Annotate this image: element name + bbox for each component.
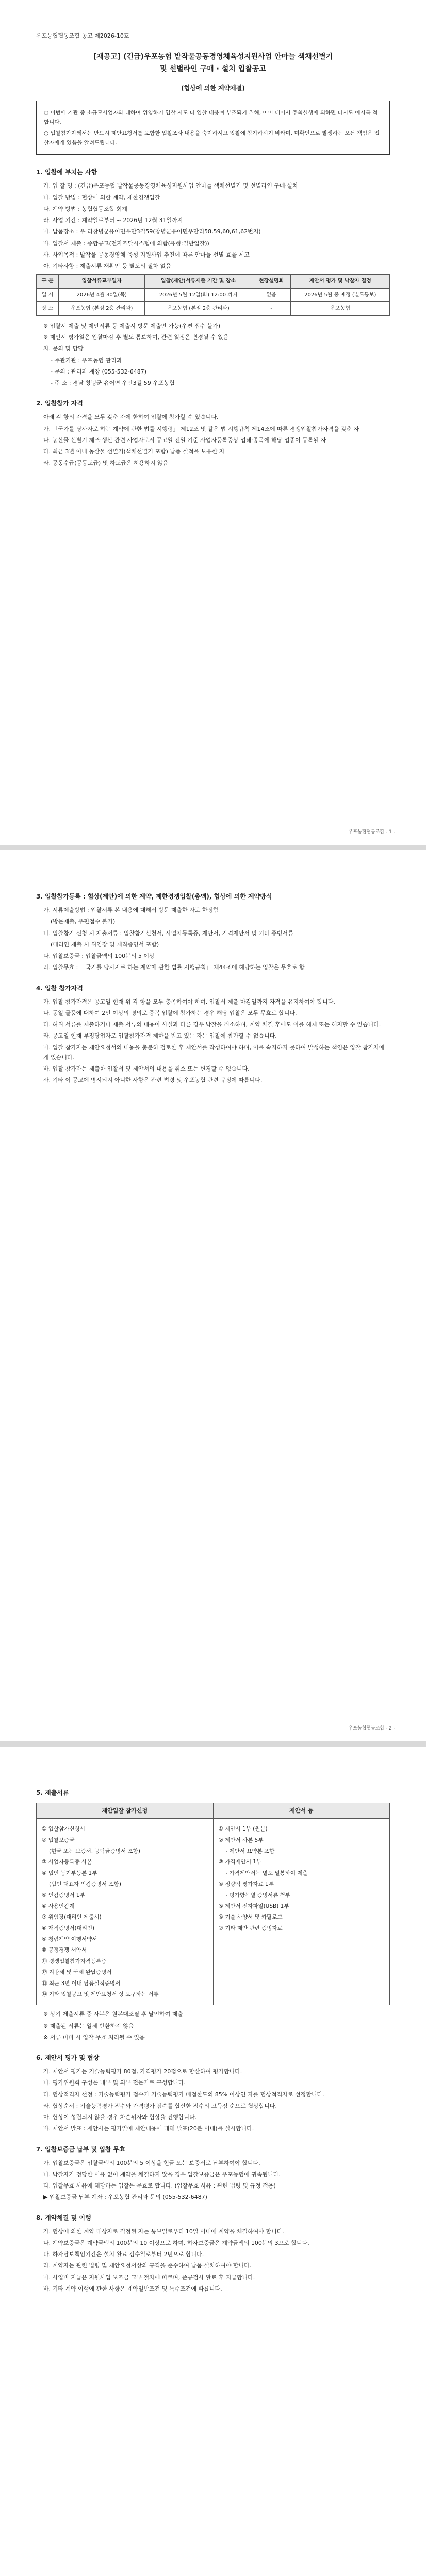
page-footer: 우포농협협동조합 - 1 - — [348, 829, 395, 835]
s3-line: (방문제출, 우편접수 불가) — [51, 918, 116, 925]
page-1 — [0, 0, 426, 845]
left-column-header: 제안입찰 참가신청 — [37, 1803, 213, 1819]
left-column-body — [37, 1819, 213, 2005]
section-5-heading: 5. 제출서류 — [36, 1789, 69, 1797]
doc-item: ⑦ 위임장(대리인 제출시) — [42, 1914, 102, 1921]
s1-line: 아. 기타사항 : 제출서류 재확인 등 별도의 절차 없음 — [43, 263, 171, 270]
table-cell: 일 시 — [37, 288, 59, 302]
doc-item: - 가격제안서는 별도 밀봉하여 제출 — [225, 1870, 308, 1876]
s2-line: 가. 「국가를 당사자로 하는 계약에 관한 법률 시행령」 제12조 및 같은 법 시행규칙 제14조에 따른 경쟁입찰참가자격을 갖춘 자 — [43, 425, 359, 432]
section-3-heading: 3. 입찰참가등록 : 협상(제안)에 의한 계약, 제한경쟁입찰(총액), 협상에 의한 계약방식 — [36, 893, 272, 900]
table-cell: - — [252, 302, 291, 316]
doc-item: ⑤ 인감증명서 1부 — [42, 1892, 85, 1899]
doc-item: - 제안서 요약본 포함 — [225, 1848, 275, 1854]
submission-docs-table — [36, 1803, 390, 2005]
s3-line: 나. 입찰참가 신청 시 제출서류 : 입찰참가신청서, 사업자등록증, 제안서, 가격제안서 및 기타 증빙서류 — [43, 929, 293, 937]
doc-item: (현금 또는 보증서, 공탁금증명서 포함) — [49, 1848, 141, 1854]
s7-ref: ▶ 입찰보증금 납부 계좌 : 우포농협 관리과 문의 (055-532-6487) — [43, 2194, 207, 2201]
table-header: 입찰서류교부일자 — [59, 275, 145, 289]
schedule-table — [36, 274, 390, 316]
notice-number: 우포농협협동조합 공고 제2026-10호 — [36, 32, 129, 39]
table-header: 입찰(제안)서류제출 기간 및 장소 — [145, 275, 252, 289]
s3-line: 라. 입찰무효 : 「국가를 당사자로 하는 계약에 관한 법률 시행규칙」 제44조에 해당하는 입찰은 무효로 함 — [43, 964, 305, 971]
table-cell: 우포농협 — [291, 302, 390, 316]
section-7-heading: 7. 입찰보증금 납부 및 입찰 무효 — [36, 2145, 125, 2153]
s4-line: 다. 허위 서류를 제출하거나 제출 서류의 내용이 사실과 다른 경우 낙찰을 취소하며, 계약 체결 후에도 이를 해제 또는 해지할 수 있습니다. — [43, 1021, 381, 1028]
s1-line: 라. 사업 기간 : 계약일로부터 ~ 2026년 12월 31일까지 — [43, 217, 183, 224]
s1-note: - 주 소 : 경남 창녕군 유어면 우만3길 59 우포농협 — [51, 380, 175, 387]
section-5-notes — [36, 2009, 390, 2042]
s3-line: (대리인 제출 시 위임장 및 재직증명서 포함) — [51, 941, 159, 948]
page-separator — [0, 1741, 426, 1747]
s5-note: ※ 서류 미비 시 입찰 무효 처리될 수 있음 — [43, 2033, 145, 2041]
table-cell: 2026년 5월 12일(화) 12:00 까지 — [145, 288, 252, 302]
doc-item: ⑨ 청렴계약 이행서약서 — [42, 1936, 97, 1942]
doc-item: ⑧ 재직증명서(대리인) — [42, 1925, 95, 1931]
s7-line: 가. 입찰보증금은 입찰금액의 100분의 5 이상을 현금 또는 보증서로 납부하여야 합니다. — [43, 2159, 260, 2166]
s4-line: 가. 입찰 참가자격은 공고일 현재 위 각 항을 모두 충족하여야 하며, 입찰서 제출 마감일까지 자격을 유지하여야 합니다. — [43, 998, 335, 1005]
s4-line: 바. 입찰 참가자는 제출한 입찰서 및 제안서의 내용을 취소 또는 변경할 수 없습니다. — [43, 1065, 250, 1072]
s1-line: 다. 계약 방법 : 농협협동조합 회계 — [43, 205, 127, 212]
s4-line: 사. 기타 이 공고에 명시되지 아니한 사항은 관련 법령 및 우포농협 관련 규정에 따릅니다. — [43, 1077, 263, 1084]
table-cell: 우포농협 (본점 2층 관리과) — [59, 302, 145, 316]
section-4-body — [36, 997, 390, 1086]
section-6-body — [36, 2066, 390, 2134]
left-column — [37, 1803, 213, 2005]
s1-note: - 문의 : 관리과 계장 (055-532-6487) — [51, 368, 147, 375]
s4-line: 나. 동일 물품에 대하여 2인 이상의 명의로 중복 입찰에 참가하는 경우 해당 입찰은 모두 무효로 합니다. — [43, 1009, 297, 1016]
section-2-body — [36, 412, 390, 468]
right-column — [213, 1803, 390, 2005]
doc-item: ① 제안서 1부 (원본) — [218, 1826, 268, 1833]
notice-title — [36, 51, 390, 76]
table-row — [37, 302, 390, 316]
section-6-heading: 6. 제안서 평가 및 협상 — [36, 2054, 100, 2061]
s1-line: 사. 사업목적 : 밭작물 공동경영체 육성 지원사업 추진에 따른 안마늘 선별 효율 제고 — [43, 251, 250, 258]
table-cell: 장 소 — [37, 302, 59, 316]
doc-item: ⑥ 사용인감계 — [42, 1903, 75, 1909]
s1-line: 가. 입 찰 명 : (긴급)우포농협 밭작물공동경영체육성지원사업 안마늘 색채선별기 및 선별라인 구매·설치 — [43, 182, 298, 190]
s8-line: 바. 기타 계약 이행에 관한 사항은 계약일반조건 및 특수조건에 따릅니다. — [43, 2285, 222, 2292]
right-column-body — [214, 1819, 390, 1939]
doc-item: ⑥ 기술 사양서 및 카탈로그 — [218, 1914, 283, 1921]
doc-item: ⑩ 공정경쟁 서약서 — [42, 1947, 87, 1954]
table-cell: 우포농협 (본점 2층 관리과) — [145, 302, 252, 316]
s2-line: 다. 최근 3년 이내 농산물 선별기(색채선별기 포함) 납품 실적을 보유한 자 — [43, 448, 225, 455]
s7-line: 나. 낙찰자가 정당한 이유 없이 계약을 체결하지 않을 경우 입찰보증금은 우포농협에 귀속됩니다. — [43, 2171, 281, 2178]
doc-item: - 평가항목별 증빙서류 첨부 — [225, 1892, 290, 1899]
s5-note: ※ 제출된 서류는 일체 반환하지 않음 — [43, 2022, 134, 2029]
doc-item: ⑤ 제안서 전자파일(USB) 1부 — [218, 1903, 289, 1909]
table-header: 제안서 평가 및 낙찰자 결정 — [291, 275, 390, 289]
table-header: 현장설명회 — [252, 275, 291, 289]
section-8-body — [36, 2227, 390, 2294]
section-1-after — [36, 321, 390, 388]
intro-line: ○ 입찰참가자께서는 반드시 제안요청서를 포함한 입찰조사 내용을 숙지하시고 입찰에 참가하시기 바라며, 미확인으로 발생하는 모든 책임은 입찰자에게 있음을 알려드립니다. — [44, 130, 380, 146]
doc-item: ③ 사업자등록증 사본 — [42, 1859, 92, 1866]
s8-line: 마. 사업비 지급은 지원사업 보조금 교부 절차에 따르며, 준공검사 완료 후 지급합니다. — [43, 2274, 255, 2281]
s8-line: 라. 계약자는 관련 법령 및 제안요청서상의 규격을 준수하여 납품·설치하여야 합니다. — [43, 2262, 252, 2269]
s6-line: 라. 협상순서 : 기술능력평가 점수와 가격평가 점수를 합산한 점수의 고득점 순으로 협상합니다. — [43, 2102, 277, 2109]
s1-line: 바. 입찰서 제출 : 종합공고(전자조달시스템에 의함(유형:일반입찰)) — [43, 240, 209, 247]
s2-line: 아래 각 항의 자격을 모두 갖춘 자에 한하여 입찰에 참가할 수 있습니다. — [43, 414, 219, 421]
s4-line: 라. 공고일 현재 부정당업자로 입찰참가자격 제한을 받고 있는 자는 입찰에 참가할 수 없습니다. — [43, 1032, 277, 1040]
s8-line: 나. 계약보증금은 계약금액의 100분의 10 이상으로 하며, 하자보증금은 계약금액의 100분의 3으로 합니다. — [43, 2239, 309, 2246]
section-8-heading: 8. 계약체결 및 이행 — [36, 2214, 91, 2222]
s6-line: 다. 협상적격자 선정 : 기술능력평가 점수가 기술능력평가 배점한도의 85% 이상인 자를 협상적격자로 선정합니다. — [43, 2091, 324, 2098]
doc-item: (법인 대표자 인감증명서 포함) — [49, 1881, 121, 1888]
s1-note: ※ 입찰서 제출 및 제안서류 등 제출시 방문 제출만 가능(우편 접수 불가) — [43, 322, 221, 329]
doc-item: ⑭ 기타 입찰공고 및 제안요청서 상 요구하는 서류 — [42, 1991, 159, 1997]
page-3 — [0, 1747, 426, 2576]
page-footer: 우포농협협동조합 - 2 - — [348, 1726, 395, 1731]
table-row — [37, 288, 390, 302]
doc-item: ⑦ 기타 제안 관련 증빙자료 — [218, 1925, 283, 1931]
table-cell: 2026년 4월 30일(목) — [59, 288, 145, 302]
table-cell: 없음 — [252, 288, 291, 302]
s1-note: ※ 제안서 평가일은 입찰마감 후 별도 통보하며, 관련 일정은 변경될 수 있음 — [43, 334, 229, 341]
s6-line: 바. 제안서 발표 : 제안사는 평가일에 제안내용에 대해 발표(20분 이내)를 실시합니다. — [43, 2125, 254, 2132]
s3-line: 가. 서류제출방법 : 입찰서류 본 내용에 대해서 방문 제출한 자로 한정함 — [43, 907, 219, 913]
doc-item: ④ 정량적 평가자료 1부 — [218, 1881, 274, 1888]
intro-line: ○ 이번에 기관 중 소규모사업자와 대하여 위임하기 입찰 시도 더 입찰 대응여 부조되기 위해, 이미 내어서 주최실행에 의하면 다시도 예시를 적 합니다. — [44, 109, 378, 126]
table-cell: 2026년 5월 중 예정 (별도통보) — [291, 288, 390, 302]
table-header: 구 분 — [37, 275, 59, 289]
s8-line: 다. 하자담보책임기간은 설치 완료 검수일로부터 2년으로 합니다. — [43, 2251, 204, 2258]
s2-line: 나. 농산물 선별기 제조·생산 관련 사업자로서 공고일 전일 기준 사업자등록증상 업태·종목에 해당 업종이 등록된 자 — [43, 436, 326, 444]
s8-line: 가. 협상에 의한 계약 대상자로 결정된 자는 통보일로부터 10일 이내에 계약을 체결하여야 합니다. — [43, 2228, 284, 2235]
section-4-heading: 4. 입찰 참가자격 — [36, 984, 83, 992]
s5-note: ※ 상기 제출서류 중 사본은 원본대조필 후 날인하여 제출 — [43, 2011, 183, 2018]
doc-item: ② 제안서 사본 5부 — [218, 1837, 264, 1843]
s2-line: 라. 공동수급(공동도급) 및 하도급은 허용하지 않음 — [43, 460, 169, 467]
notice-subtitle: (협상에 의한 계약체결) — [181, 84, 245, 92]
s1-note: - 주관기관 : 우포농협 관리과 — [51, 357, 122, 364]
s3-line: 다. 입찰보증금 : 입찰금액의 100분의 5 이상 — [43, 953, 155, 959]
intro-box — [36, 101, 390, 155]
doc-item: ② 입찰보증금 — [42, 1837, 75, 1843]
s1-line: 나. 입찰 방법 : 협상에 의한 계약, 제한경쟁입찰 — [43, 194, 160, 201]
doc-item: ⑬ 최근 3년 이내 납품실적증명서 — [42, 1980, 121, 1987]
right-column-header: 제안서 등 — [214, 1803, 390, 1819]
section-3-body — [36, 905, 390, 973]
s6-line: 마. 협상이 성립되지 않을 경우 차순위자와 협상을 진행합니다. — [43, 2114, 197, 2121]
s4-line: 마. 입찰 참가자는 제안요청서의 내용을 충분히 검토한 후 제안서를 작성하여야 하며, 이를 숙지하지 못하여 발생하는 책임은 입찰 참가자에게 있습니다. — [43, 1044, 385, 1061]
section-7-body — [36, 2158, 390, 2202]
page-2 — [0, 850, 426, 1741]
section-1-body — [36, 181, 390, 271]
s7-line: 다. 입찰무효 사유에 해당하는 입찰은 무효로 합니다. (입찰무효 사유 : 관련 법령 및 규정 적용) — [43, 2182, 276, 2189]
section-1-heading: 1. 입찰에 부치는 사항 — [36, 168, 97, 176]
doc-item: ③ 가격제안서 1부 — [218, 1859, 262, 1866]
s6-line: 가. 제안서 평가는 기술능력평가 80점, 가격평가 20점으로 합산하여 평가합니다. — [43, 2068, 242, 2075]
doc-item: ⑫ 지방세 및 국세 완납증명서 — [42, 1969, 112, 1976]
page-separator — [0, 845, 426, 850]
s1-note: 차. 문의 및 담당 — [43, 345, 84, 352]
s1-line: 마. 납품장소 : 우 리창녕군유어면우만3길59(창녕군유어면우만리58,59,60,61,62번지) — [43, 228, 261, 235]
doc-item: ④ 법인 등기부등본 1부 — [42, 1870, 97, 1876]
doc-item: ⑪ 경쟁입찰참가자격등록증 — [42, 1958, 107, 1964]
s6-line: 나. 평가위원회 구성은 내부 및 외부 전문가로 구성합니다. — [43, 2079, 186, 2087]
title-line-2: 및 선별라인 구매 · 설치 입찰공고 — [160, 65, 266, 74]
title-line-1: [재공고] (긴급)우포농협 밭작물공동경영체육성지원사업 안마늘 색채선별기 — [93, 53, 333, 61]
doc-item: ① 입찰참가신청서 — [42, 1826, 85, 1833]
section-2-heading: 2. 입찰참가 자격 — [36, 400, 83, 408]
